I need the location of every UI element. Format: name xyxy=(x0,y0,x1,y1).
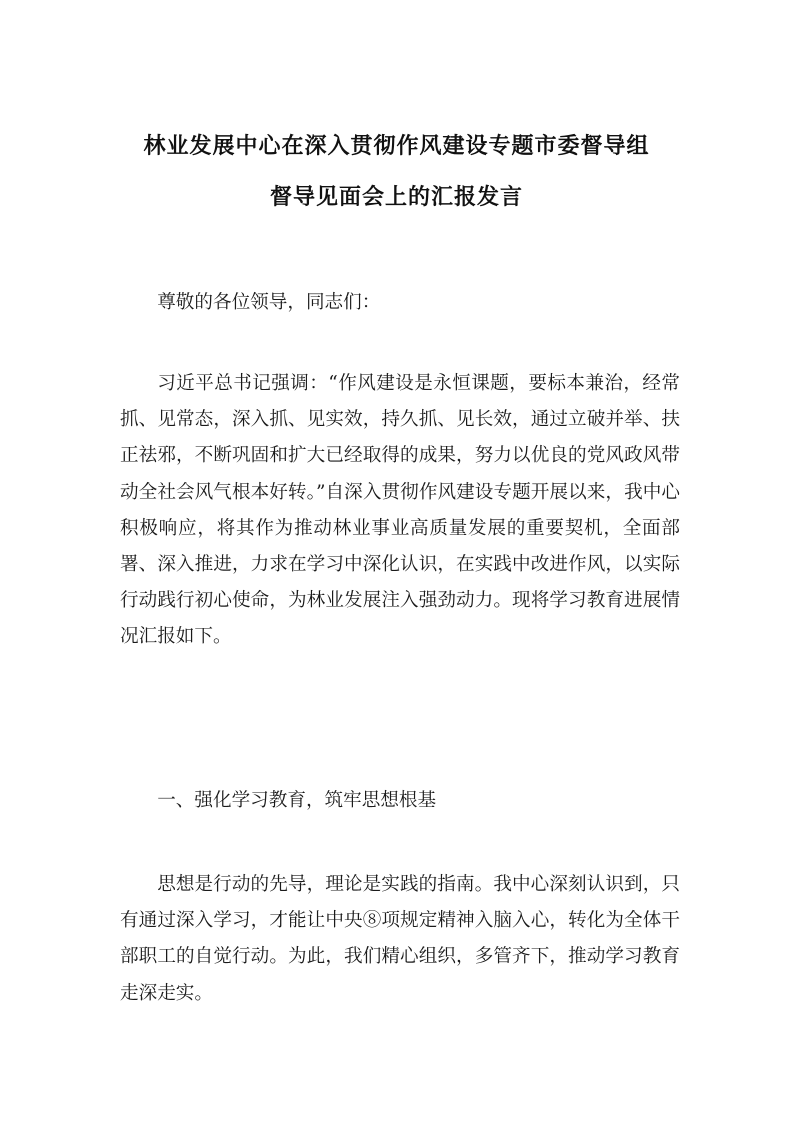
paragraph-section-1: 思想是行动的先导，理论是实践的指南。我中心深刻认识到，只有通过深入学习，才能让中央⑧项规定精神入脑入心，转化为全体干部职工的自觉行动。为此，我们精心组织，多管齐下，推动学习教育走深走实。 xyxy=(120,874,680,1004)
paragraph-intro: 习近平总书记强调：“作风建设是永恒课题，要标本兼治，经常抓、见常态，深入抓、见实效，持久抓、见长效，通过立破并举、扶正祛邪，不断巩固和扩大已经取得的成果，努力以优良的党风政风带动全社会风气根本好转。”自深入贯彻作风建设专题开展以来，我中心积极响应，将其作为推动林业事业高质量发展的重要契机，全面部署、深入推进，力求在学习中深化认识，在实践中改进作风，以实际行动践行初心使命，为林业发展注入强劲动力。现将学习教育进展情况汇报如下。 xyxy=(120,373,680,648)
document-title-line-2: 督导见面会上的汇报发言 xyxy=(269,185,523,210)
document-title-line-1: 林业发展中心在深入贯彻作风建设专题市委督导组 xyxy=(143,134,650,159)
section-heading-1: 一、强化学习教育，筑牢思想根基 xyxy=(157,790,437,811)
salutation: 尊敬的各位领导，同志们： xyxy=(157,292,381,313)
